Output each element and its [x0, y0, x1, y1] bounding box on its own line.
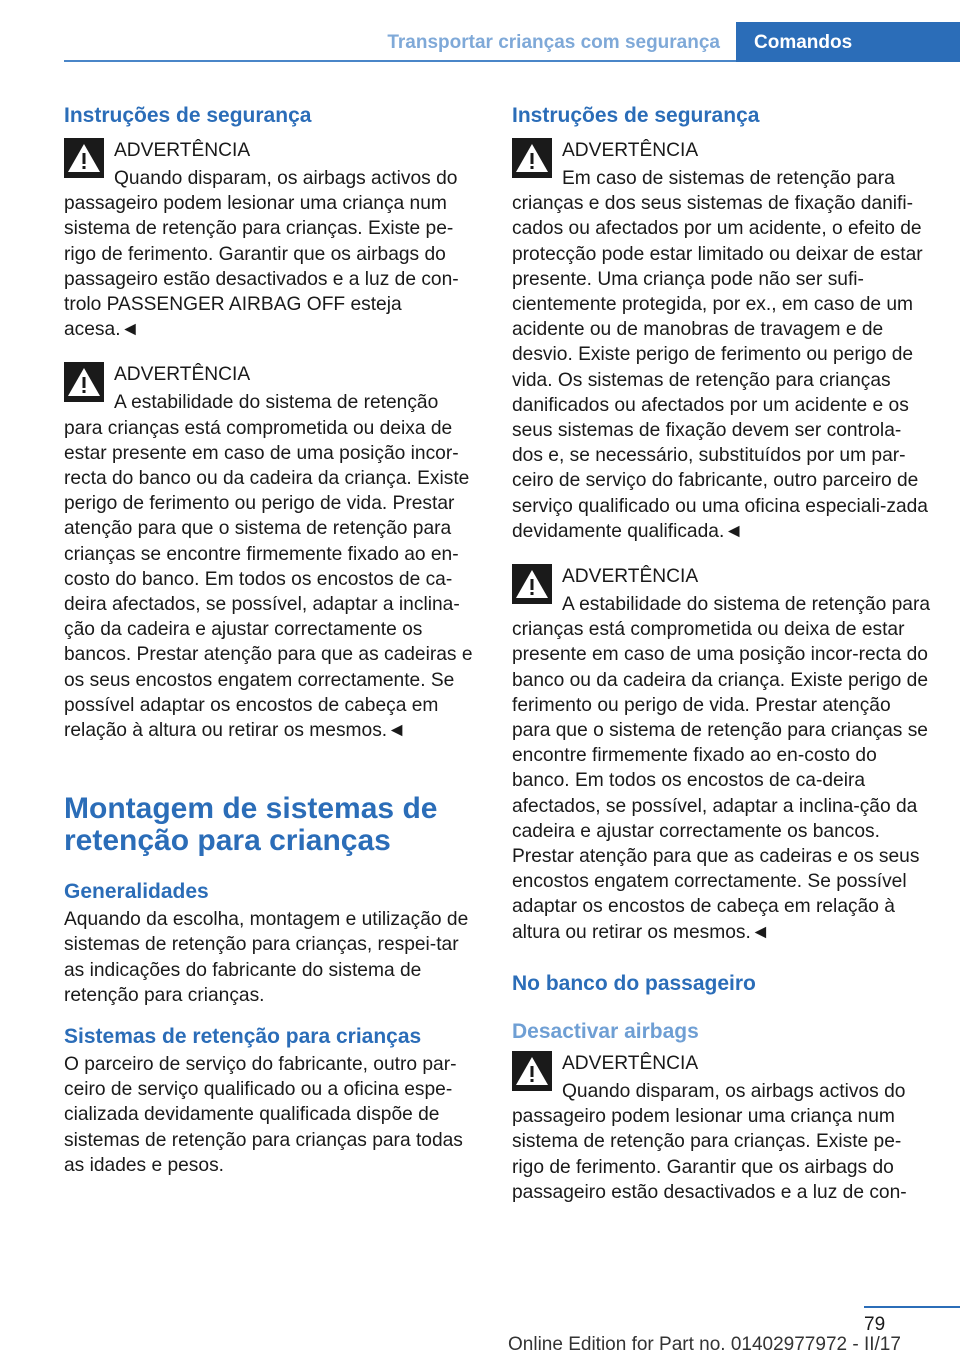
subheading-general: Generalidades	[64, 880, 209, 904]
edition-footer: Online Edition for Part no. 01402977972 - II/17	[508, 1334, 901, 1355]
warning-triangle-icon	[512, 138, 552, 178]
warning-block	[512, 1049, 930, 1205]
page-number: 79	[864, 1314, 886, 1335]
warning-text: A estabilidade do sistema de retenção para crianças está comprometida ou deixa de estar presente em caso de uma posição incor-recta do banco ou da cadeira da criança. Existe perigo de ferimento ou perigo de vida. Prestar atenção para que o sistema de retenção para crianças se encontre firmemente fixado ao en-costo do banco. Em todos os encostos de ca-deira afectados, se possível, adaptar a inclina-ção da cadeira e ajustar correctamente os bancos. Prestar atenção para que as cadeiras e os seus encostos engatem correctamente. Se possível adaptar os encostos de cabeça em relação à altura ou retirar os mesmos.◄	[64, 392, 473, 742]
warning-text: A estabilidade do sistema de retenção para crianças está comprometida ou deixa de estar presente em caso de uma posição incor-recta do banco ou da cadeira da criança. Existe perigo de ferimento ou perigo de vida. Prestar atenção para que o sistema de retenção para crianças se encontre firmemente fixado ao en-costo do banco. Em todos os encostos de ca-deira afectados, se possível, adaptar a inclina-ção da cadeira e ajustar correctamente os bancos. Prestar atenção para que as cadeiras e os seus encostos engatem correctamente. Se possível adaptar os encostos de cabeça em relação à altura ou retirar os mesmos.◄	[512, 594, 931, 943]
right-column	[512, 100, 930, 1223]
right-heading-safety: Instruções de segurança	[512, 104, 760, 127]
paragraph-general: Aquando da escolha, montagem e utilização de sistemas de retenção para crianças, respei-tar as indicações do fabricante do sistema de retenção para crianças.	[64, 909, 469, 1006]
warning-triangle-icon	[512, 1051, 552, 1091]
subheading-passenger-seat: No banco do passageiro	[512, 971, 756, 995]
header-section-title: Transportar crianças com segurança	[387, 32, 720, 53]
chapter-heading: Montagem de sistemas de retenção para crianças	[64, 792, 438, 858]
warning-title: ADVERTÊNCIA	[114, 140, 251, 161]
warning-triangle-icon	[64, 362, 104, 402]
paragraph-child-restraints: O parceiro de serviço do fabricante, outro par-ceiro de serviço qualificado ou a oficina espe-cializada devidamente qualificada dispõe de sistemas de retenção para crianças para todas as idades e pesos.	[64, 1054, 463, 1176]
subheading-deactivate-airbags: Desactivar airbags	[512, 1019, 699, 1043]
warning-triangle-icon	[512, 564, 552, 604]
left-heading-safety: Instruções de segurança	[64, 104, 312, 127]
warning-block	[512, 562, 930, 945]
warning-title: ADVERTÊNCIA	[114, 364, 251, 386]
warning-title: ADVERTÊNCIA	[562, 1052, 699, 1074]
header-chapter-tab[interactable]: Comandos	[736, 22, 960, 62]
warning-triangle-icon	[64, 138, 104, 178]
warning-title: ADVERTÊNCIA	[562, 566, 699, 588]
warning-block	[64, 360, 480, 743]
warning-block	[64, 136, 480, 342]
warning-text: Quando disparam, os airbags activos do passageiro podem lesionar uma criança num sistema de retenção para crianças. Existe pe-rigo de ferimento. Garantir que os airbags do passageiro estão desactivados e a luz de con-trolo PASSENGER AIRBAG OFF esteja acesa.◄	[64, 168, 459, 341]
warning-text: Em caso de sistemas de retenção para crianças e dos seus sistemas de fixação danifi-cados ou afectados por um acidente, o efeito de protecção pode estar limitado ou deixar de estar presente. Uma criança pode não ser sufi-cientemente protegida, por ex., em caso de um acidente ou de manobras de travagem e de desvio. Existe perigo de ferimento ou perigo de vida. Os sistemas de retenção para crianças danificados ou afectados por um acidente e os seus sistemas de fixação devem ser controla-dos e, se necessário, substituídos por um par-ceiro de serviço do fabricante, outro parceiro de serviço qualificado ou uma oficina especiali-zada devidamente qualificada.◄	[512, 168, 928, 542]
warning-title: ADVERTÊNCIA	[562, 140, 699, 161]
subheading-child-restraints: Sistemas de retenção para crianças	[64, 1025, 422, 1049]
warning-block	[512, 136, 930, 544]
warning-text: Quando disparam, os airbags activos do passageiro podem lesionar uma criança num sistema de retenção para crianças. Existe pe-rigo de ferimento. Garantir que os airbags do passageiro estão desactivados e a luz de con-	[512, 1080, 907, 1203]
left-column	[64, 100, 480, 1178]
page-number-rule	[864, 1306, 960, 1308]
